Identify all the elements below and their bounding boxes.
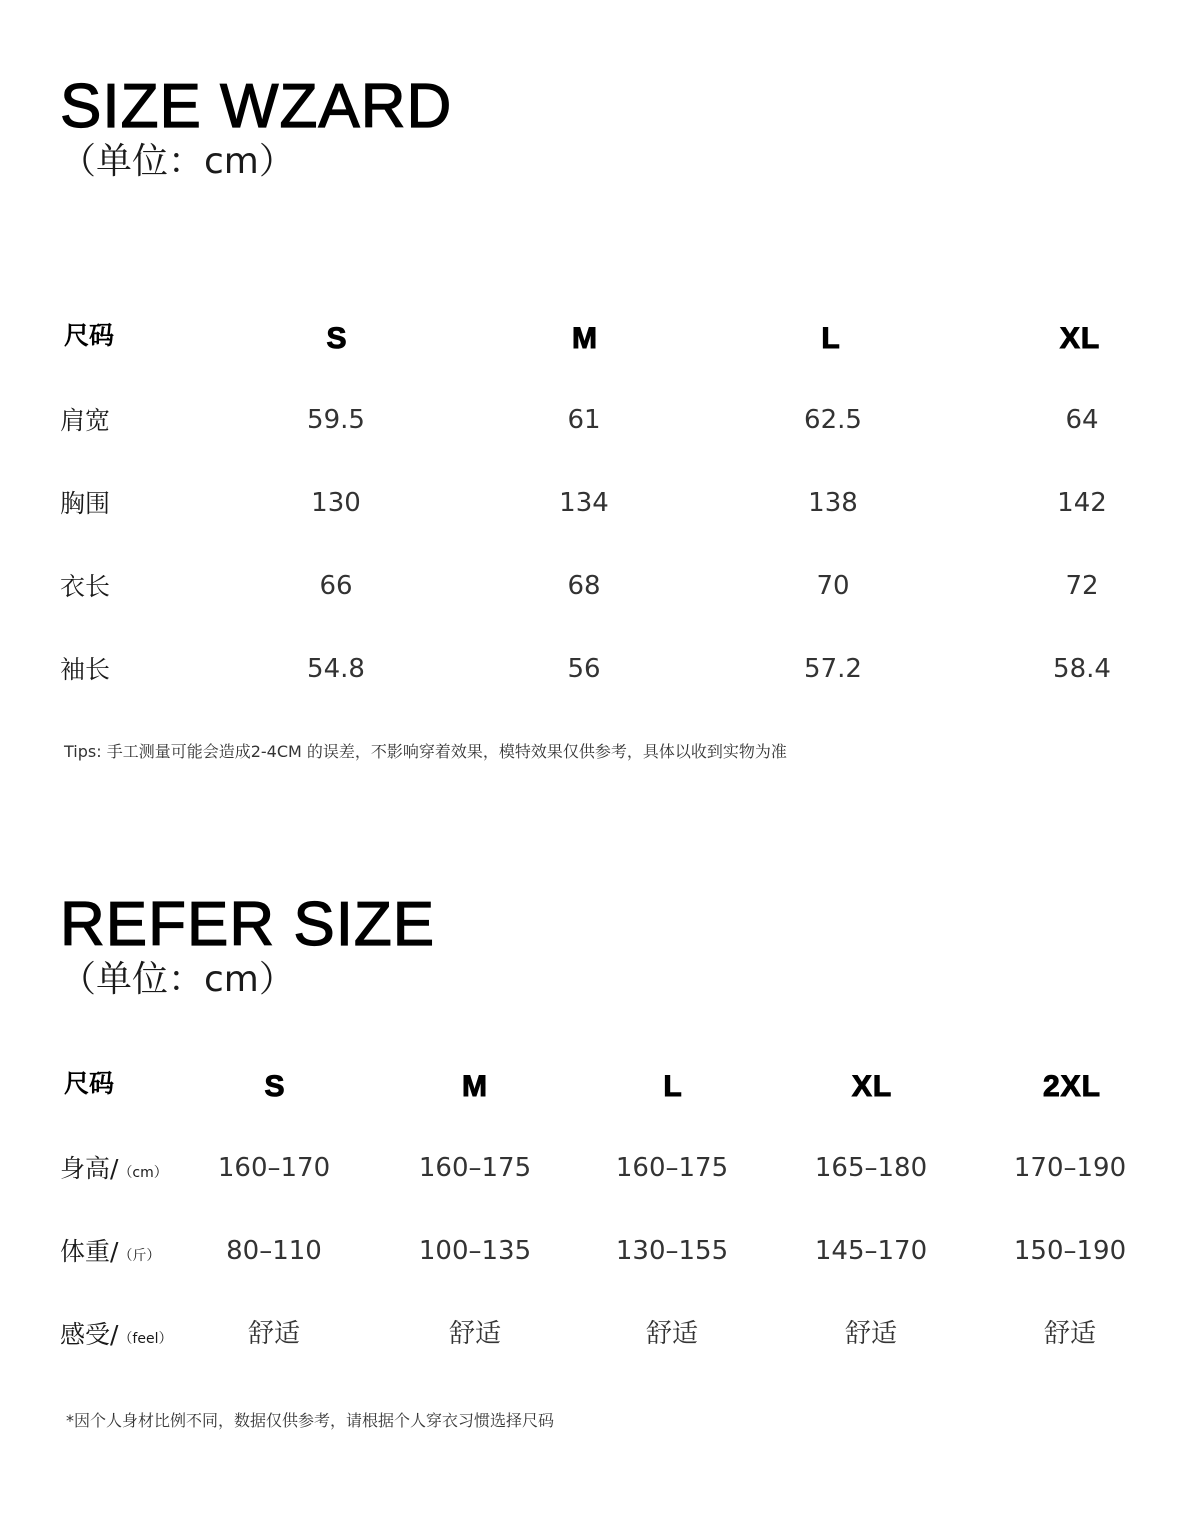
table-cell: 142: [1057, 488, 1107, 518]
size-wizard-title: SIZE WZARD: [60, 72, 453, 141]
size-wizard-unit: （单位：cm）: [60, 141, 295, 182]
size-header-s: S: [326, 322, 348, 355]
row-label-text: 体重/: [60, 1237, 119, 1266]
size-header-label: 尺码: [64, 321, 115, 350]
refer-size-title: REFER SIZE: [60, 890, 436, 959]
table-cell: 59.5: [307, 405, 365, 435]
refer-header-2xl: 2XL: [1042, 1070, 1102, 1103]
table-cell: 56: [567, 654, 601, 684]
table-cell: 138: [808, 488, 858, 518]
table-cell: 66: [319, 571, 353, 601]
refer-header-l: L: [663, 1070, 683, 1103]
table-cell: 54.8: [307, 654, 365, 684]
table-cell: 165–180: [814, 1153, 928, 1183]
table-cell: 57.2: [804, 654, 862, 684]
table-cell: 舒适: [1043, 1319, 1097, 1349]
table-cell: 舒适: [247, 1319, 301, 1349]
row-label-text: 身高/: [60, 1154, 119, 1183]
table-cell: 舒适: [844, 1319, 898, 1349]
row-label-sleeve: 袖长: [60, 655, 111, 684]
row-label-unit: （cm）: [118, 1165, 168, 1181]
reference-note: *因个人身材比例不同，数据仅供参考，请根据个人穿衣习惯选择尺码: [66, 1411, 555, 1430]
table-cell: 68: [567, 571, 601, 601]
table-cell: 160–175: [418, 1153, 532, 1183]
size-header-m: M: [572, 322, 598, 355]
row-label-height: [60, 1156, 168, 1181]
table-cell: 舒适: [448, 1319, 502, 1349]
row-label-text: 感受/: [60, 1320, 119, 1349]
row-label-chest: 胸围: [60, 489, 111, 518]
table-cell: 130: [311, 488, 361, 518]
row-label-unit: （斤）: [118, 1248, 161, 1264]
table-cell: 70: [816, 571, 850, 601]
table-cell: 150–190: [1013, 1236, 1127, 1266]
table-cell: 62.5: [804, 405, 862, 435]
table-cell: 64: [1065, 405, 1099, 435]
table-cell: 80–110: [226, 1236, 322, 1266]
table-cell: 170–190: [1013, 1153, 1127, 1183]
table-cell: 134: [559, 488, 609, 518]
row-label-length: 衣长: [60, 572, 111, 601]
table-cell: 61: [567, 405, 601, 435]
refer-header-m: M: [462, 1070, 488, 1103]
refer-header-xl: XL: [851, 1070, 893, 1103]
row-label-shoulder: 肩宽: [60, 406, 111, 435]
size-header-xl: XL: [1059, 322, 1101, 355]
size-header-l: L: [821, 322, 841, 355]
table-cell: 舒适: [645, 1319, 699, 1349]
table-cell: 160–170: [217, 1153, 331, 1183]
table-cell: 160–175: [615, 1153, 729, 1183]
tips-note: Tips: 手工测量可能会造成2-4CM 的误差，不影响穿着效果，模特效果仅供参考，具体以收到实物为准: [64, 742, 787, 761]
refer-header-s: S: [264, 1070, 286, 1103]
table-cell: 130–155: [615, 1236, 729, 1266]
table-cell: 72: [1065, 571, 1099, 601]
table-cell: 58.4: [1053, 654, 1111, 684]
row-label-weight: [60, 1239, 160, 1264]
row-label-unit: （feel）: [118, 1331, 173, 1347]
refer-header-label: 尺码: [64, 1069, 115, 1098]
row-label-feel: [60, 1322, 172, 1347]
refer-size-unit: （单位：cm）: [60, 959, 295, 1000]
table-cell: 145–170: [814, 1236, 928, 1266]
table-cell: 100–135: [418, 1236, 532, 1266]
